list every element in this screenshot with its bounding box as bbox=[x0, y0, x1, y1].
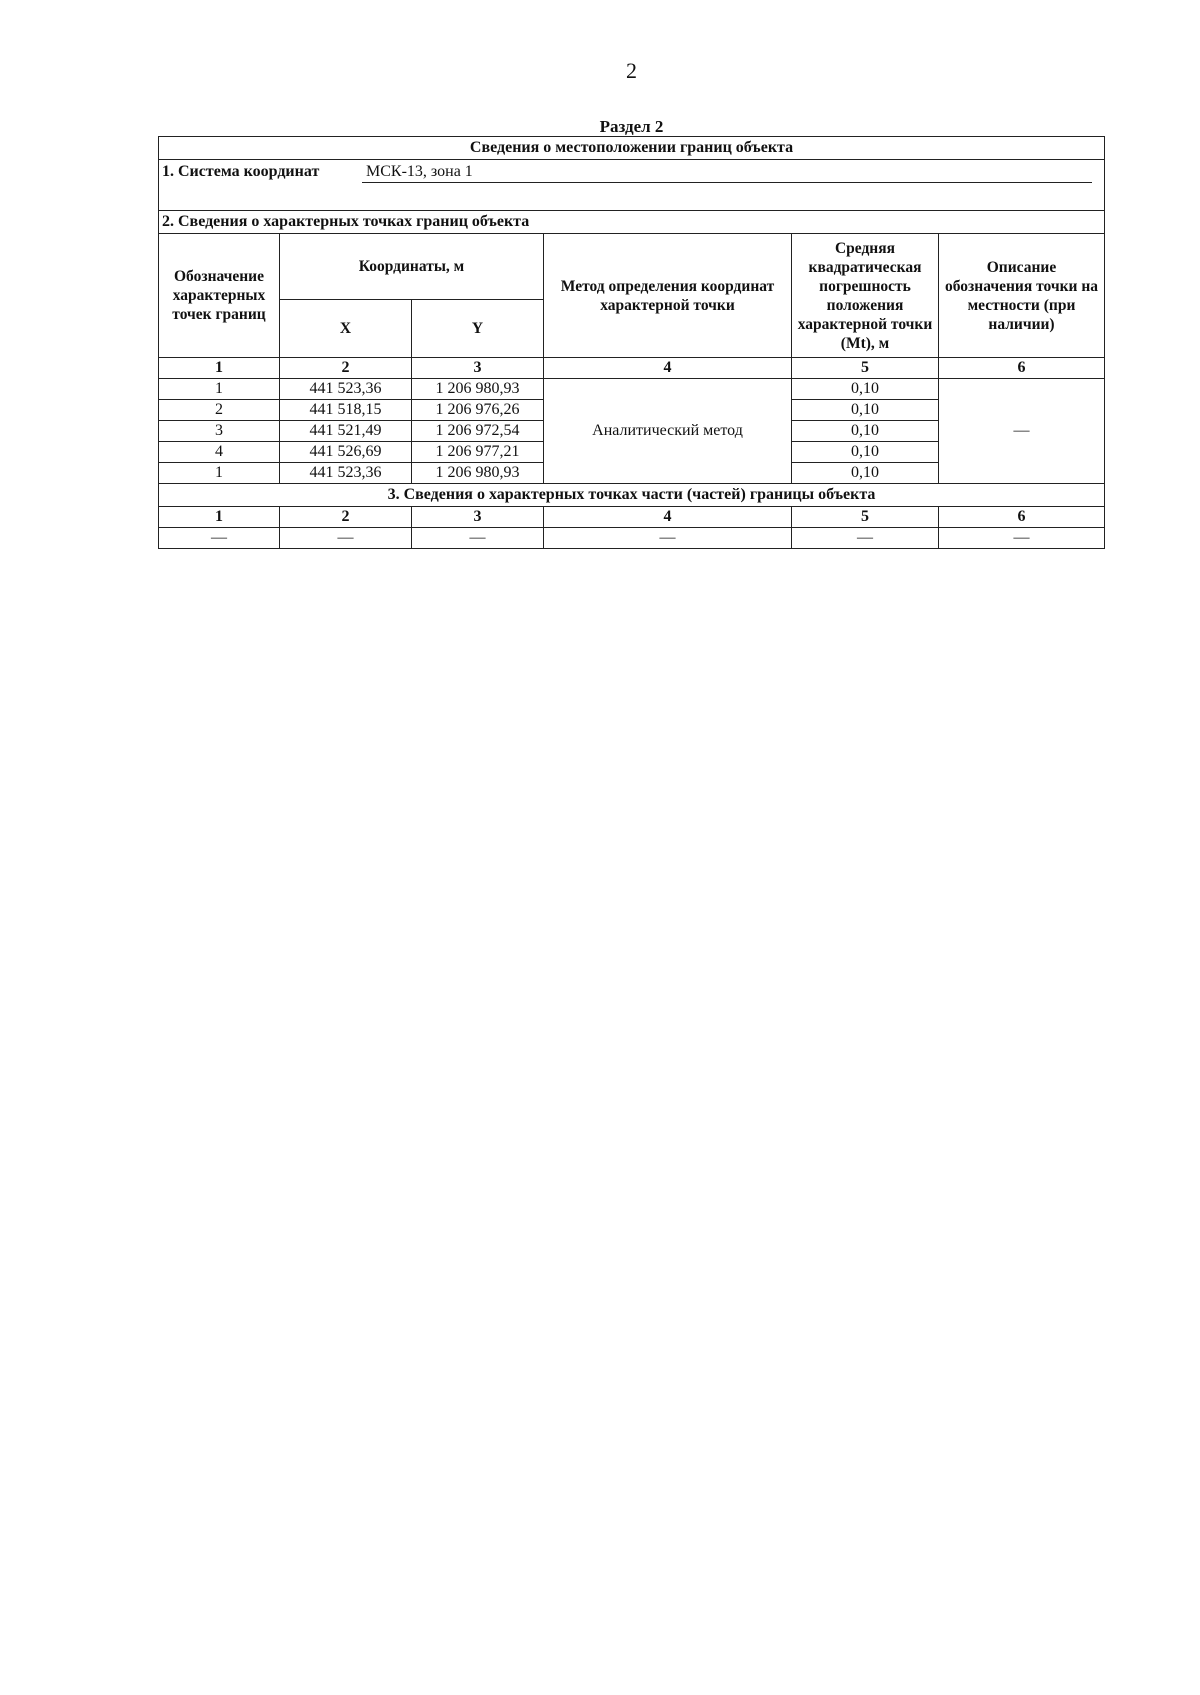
column-number: 2 bbox=[280, 358, 412, 379]
header-description: Описание обозначения точки на местности (при наличии) bbox=[939, 234, 1105, 358]
point-mt: 0,10 bbox=[792, 379, 939, 400]
point-mt: 0,10 bbox=[792, 463, 939, 484]
point-x: 441 521,49 bbox=[280, 421, 412, 442]
page-number: 2 bbox=[626, 58, 637, 83]
dash-cell: — bbox=[544, 528, 792, 549]
header-error: Средняя квадратическая погрешность положения характерной точки (Mt), м bbox=[792, 234, 939, 358]
column-number: 6 bbox=[939, 358, 1105, 379]
dash-cell: — bbox=[939, 528, 1105, 549]
method-value: Аналитический метод bbox=[544, 379, 792, 484]
header-method: Метод определения координат характерной точки bbox=[544, 234, 792, 358]
header-coordinates: Координаты, м bbox=[280, 234, 544, 300]
point-y: 1 206 977,21 bbox=[412, 442, 544, 463]
point-y: 1 206 972,54 bbox=[412, 421, 544, 442]
coordinate-system-row bbox=[159, 160, 1105, 211]
parts-column-numbers-row bbox=[159, 507, 1105, 528]
point-mt: 0,10 bbox=[792, 442, 939, 463]
column-number: 3 bbox=[412, 358, 544, 379]
column-numbers-row bbox=[159, 358, 1105, 379]
dash-cell: — bbox=[792, 528, 939, 549]
column-number: 1 bbox=[159, 358, 280, 379]
column-number: 1 bbox=[159, 507, 280, 528]
column-number: 4 bbox=[544, 507, 792, 528]
point-x: 441 523,36 bbox=[280, 379, 412, 400]
points-section-title: 2. Сведения о характерных точках границ объекта bbox=[159, 211, 1105, 234]
parts-dash-row bbox=[159, 528, 1105, 549]
point-y: 1 206 980,93 bbox=[412, 463, 544, 484]
point-mt: 0,10 bbox=[792, 421, 939, 442]
point-id: 4 bbox=[159, 442, 280, 463]
column-number: 3 bbox=[412, 507, 544, 528]
point-id: 1 bbox=[159, 379, 280, 400]
header-y: Y bbox=[412, 300, 544, 358]
header-designation: Обозначение характерных точек границ bbox=[159, 234, 280, 358]
header-x: X bbox=[280, 300, 412, 358]
table-title: Сведения о местоположении границ объекта bbox=[159, 137, 1105, 160]
column-number: 4 bbox=[544, 358, 792, 379]
point-x: 441 526,69 bbox=[280, 442, 412, 463]
boundary-table bbox=[158, 136, 1105, 549]
dash-cell: — bbox=[159, 528, 280, 549]
point-y: 1 206 976,26 bbox=[412, 400, 544, 421]
coordinate-system-value: МСК-13, зона 1 bbox=[362, 162, 1092, 183]
column-number: 5 bbox=[792, 507, 939, 528]
section-title: Раздел 2 bbox=[599, 117, 664, 136]
point-mt: 0,10 bbox=[792, 400, 939, 421]
point-x: 441 523,36 bbox=[280, 463, 412, 484]
point-id: 3 bbox=[159, 421, 280, 442]
column-number: 2 bbox=[280, 507, 412, 528]
coordinate-system-label: 1. Система координат bbox=[162, 163, 320, 180]
column-number: 6 bbox=[939, 507, 1105, 528]
table-row bbox=[159, 379, 1105, 400]
point-y: 1 206 980,93 bbox=[412, 379, 544, 400]
point-id: 1 bbox=[159, 463, 280, 484]
point-x: 441 518,15 bbox=[280, 400, 412, 421]
point-id: 2 bbox=[159, 400, 280, 421]
parts-section-title: 3. Сведения о характерных точках части (частей) границы объекта bbox=[159, 484, 1105, 507]
dash-cell: — bbox=[412, 528, 544, 549]
column-number: 5 bbox=[792, 358, 939, 379]
dash-cell: — bbox=[280, 528, 412, 549]
description-value: — bbox=[939, 379, 1105, 484]
